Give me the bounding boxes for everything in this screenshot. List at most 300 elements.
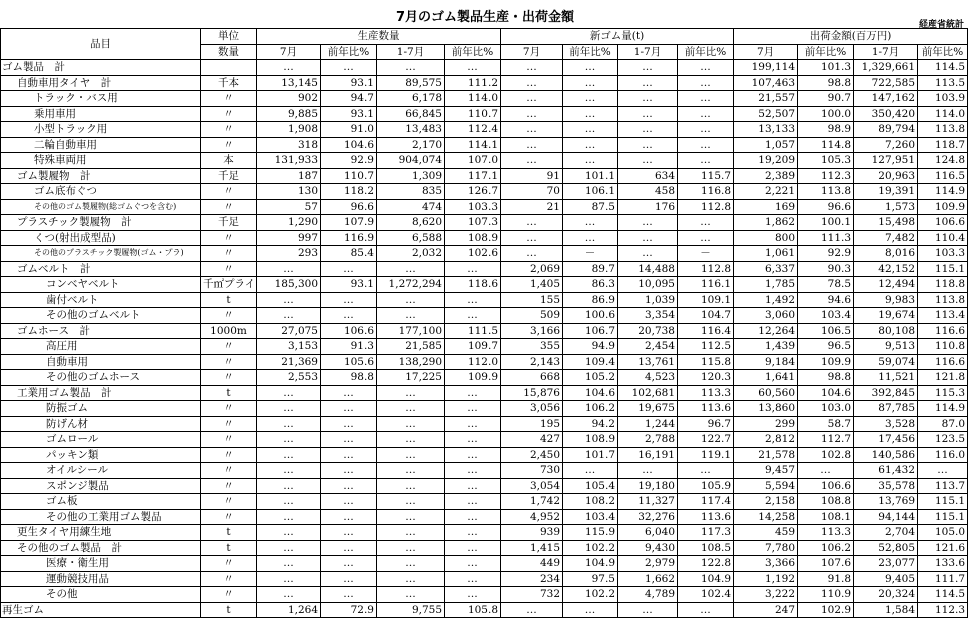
- cell-value: …: [501, 153, 563, 169]
- cell-value: 89.7: [563, 261, 618, 277]
- cell-value: 14,258: [734, 509, 798, 525]
- cell-value: 13,860: [734, 401, 798, 417]
- cell-value: 9,983: [854, 292, 918, 308]
- table-row: [1, 199, 968, 215]
- cell-value: 106.6: [798, 478, 854, 494]
- row-unit: 〃: [201, 122, 257, 138]
- cell-value: 293: [257, 246, 321, 262]
- cell-value: …: [377, 261, 445, 277]
- cell-value: 187: [257, 168, 321, 184]
- cell-value: …: [257, 385, 321, 401]
- cell-value: 11,521: [854, 370, 918, 386]
- cell-value: 117.3: [678, 525, 734, 541]
- cell-value: …: [377, 540, 445, 556]
- page-title: 7月のゴム製品生産・出荷金額: [395, 10, 575, 25]
- cell-value: 89,575: [377, 75, 445, 91]
- row-label: 自動車用タイヤ 計: [1, 75, 201, 91]
- row-label: ゴムベルト 計: [1, 261, 201, 277]
- cell-value: …: [445, 525, 501, 541]
- cell-value: …: [321, 401, 377, 417]
- cell-value: 140,586: [854, 447, 918, 463]
- cell-value: 9,755: [377, 602, 445, 618]
- cell-value: 15,498: [854, 215, 918, 231]
- cell-value: 2,788: [618, 432, 678, 448]
- cell-value: 35,578: [854, 478, 918, 494]
- cell-value: 118.7: [918, 137, 968, 153]
- row-label: ゴム板: [1, 494, 201, 510]
- cell-value: 474: [377, 199, 445, 215]
- cell-value: 7,260: [854, 137, 918, 153]
- cell-value: …: [445, 478, 501, 494]
- cell-value: 106.5: [798, 323, 854, 339]
- cell-value: 122.7: [678, 432, 734, 448]
- cell-value: 111.2: [445, 75, 501, 91]
- row-unit: 〃: [201, 137, 257, 153]
- cell-value: …: [445, 571, 501, 587]
- cell-value: 20,963: [854, 168, 918, 184]
- cell-value: 1,272,294: [377, 277, 445, 293]
- cell-value: 509: [501, 308, 563, 324]
- cell-value: 105.2: [563, 370, 618, 386]
- cell-value: …: [377, 478, 445, 494]
- cell-value: …: [563, 215, 618, 231]
- cell-value: 109.9: [445, 370, 501, 386]
- table-row: [1, 122, 968, 138]
- cell-value: 109.9: [918, 199, 968, 215]
- cell-value: 1,584: [854, 602, 918, 618]
- cell-value: 8,016: [854, 246, 918, 262]
- cell-value: …: [678, 153, 734, 169]
- table-row: [1, 432, 968, 448]
- row-label: ゴムホース 計: [1, 323, 201, 339]
- cell-value: 106.7: [563, 323, 618, 339]
- cell-value: 106.6: [321, 323, 377, 339]
- cell-value: 92.9: [798, 246, 854, 262]
- table-row: [1, 261, 968, 277]
- cell-value: 115.9: [563, 525, 618, 541]
- cell-value: 112.7: [798, 432, 854, 448]
- cell-value: …: [678, 602, 734, 618]
- cell-value: 104.9: [678, 571, 734, 587]
- cell-value: 61,432: [854, 463, 918, 479]
- cell-value: 6,337: [734, 261, 798, 277]
- cell-value: 113.8: [918, 122, 968, 138]
- cell-value: 101.3: [798, 60, 854, 76]
- cell-value: 89,794: [854, 122, 918, 138]
- cell-value: 112.5: [678, 339, 734, 355]
- cell-value: 58.7: [798, 416, 854, 432]
- cell-value: 114.1: [445, 137, 501, 153]
- row-unit: t: [201, 540, 257, 556]
- cell-value: 122.8: [678, 556, 734, 572]
- row-unit: 〃: [201, 230, 257, 246]
- cell-value: 939: [501, 525, 563, 541]
- cell-value: …: [501, 215, 563, 231]
- row-label: 更生タイヤ用練生地: [1, 525, 201, 541]
- cell-value: 3,054: [501, 478, 563, 494]
- cell-value: 98.8: [798, 75, 854, 91]
- cell-value: …: [257, 509, 321, 525]
- cell-value: 117.4: [678, 494, 734, 510]
- header-sub: 1-7月: [618, 44, 678, 60]
- cell-value: …: [501, 122, 563, 138]
- cell-value: 19,209: [734, 153, 798, 169]
- cell-value: 98.8: [321, 370, 377, 386]
- row-label: ゴム製履物 計: [1, 168, 201, 184]
- cell-value: …: [563, 137, 618, 153]
- cell-value: 19,675: [618, 401, 678, 417]
- cell-value: …: [321, 60, 377, 76]
- row-label: ゴムロール: [1, 432, 201, 448]
- cell-value: …: [257, 571, 321, 587]
- cell-value: 119.1: [678, 447, 734, 463]
- cell-value: …: [377, 463, 445, 479]
- cell-value: 102.9: [798, 602, 854, 618]
- table-row: [1, 416, 968, 432]
- cell-value: …: [678, 75, 734, 91]
- cell-value: 13,769: [854, 494, 918, 510]
- cell-value: …: [563, 91, 618, 107]
- cell-value: …: [377, 60, 445, 76]
- cell-value: 9,405: [854, 571, 918, 587]
- cell-value: 103.3: [918, 246, 968, 262]
- cell-value: 3,166: [501, 323, 563, 339]
- row-label: 防げん材: [1, 416, 201, 432]
- cell-value: 111.3: [798, 230, 854, 246]
- cell-value: 3,366: [734, 556, 798, 572]
- cell-value: 1,662: [618, 571, 678, 587]
- cell-value: 113.5: [918, 75, 968, 91]
- row-unit: 〃: [201, 509, 257, 525]
- cell-value: 112.8: [678, 261, 734, 277]
- cell-value: 1,244: [618, 416, 678, 432]
- cell-value: …: [563, 60, 618, 76]
- cell-value: …: [678, 91, 734, 107]
- header-sub: 前年比%: [918, 44, 968, 60]
- cell-value: 114.5: [918, 60, 968, 76]
- row-unit: t: [201, 292, 257, 308]
- cell-value: …: [445, 401, 501, 417]
- cell-value: …: [257, 432, 321, 448]
- cell-value: 108.9: [445, 230, 501, 246]
- cell-value: 1,742: [501, 494, 563, 510]
- cell-value: 109.4: [563, 354, 618, 370]
- cell-value: 1,439: [734, 339, 798, 355]
- cell-value: …: [377, 401, 445, 417]
- cell-value: …: [377, 571, 445, 587]
- header-sub: 1-7月: [377, 44, 445, 60]
- row-unit: 〃: [201, 91, 257, 107]
- cell-value: 113.6: [678, 401, 734, 417]
- cell-value: 4,952: [501, 509, 563, 525]
- table-row: [1, 447, 968, 463]
- cell-value: 87.0: [918, 416, 968, 432]
- cell-value: 1,573: [854, 199, 918, 215]
- cell-value: 234: [501, 571, 563, 587]
- cell-value: 13,133: [734, 122, 798, 138]
- table-row: [1, 137, 968, 153]
- cell-value: 87,785: [854, 401, 918, 417]
- cell-value: 124.8: [918, 153, 968, 169]
- row-unit: 〃: [201, 463, 257, 479]
- cell-value: 2,032: [377, 246, 445, 262]
- cell-value: 98.8: [798, 370, 854, 386]
- table-row: [1, 370, 968, 386]
- row-unit: 〃: [201, 447, 257, 463]
- row-unit: 〃: [201, 416, 257, 432]
- cell-value: 2,979: [618, 556, 678, 572]
- cell-value: …: [377, 494, 445, 510]
- cell-value: 1,492: [734, 292, 798, 308]
- cell-value: 114.0: [918, 106, 968, 122]
- row-label: 自動車用: [1, 354, 201, 370]
- cell-value: 116.9: [321, 230, 377, 246]
- cell-value: …: [257, 494, 321, 510]
- row-label: その他のゴムホース: [1, 370, 201, 386]
- cell-value: 1,415: [501, 540, 563, 556]
- cell-value: 199,114: [734, 60, 798, 76]
- cell-value: 104.7: [678, 308, 734, 324]
- table-row: [1, 571, 968, 587]
- table-row: [1, 184, 968, 200]
- table-row: [1, 478, 968, 494]
- cell-value: 115.8: [678, 354, 734, 370]
- cell-value: 185,300: [257, 277, 321, 293]
- cell-value: 4,523: [618, 370, 678, 386]
- cell-value: 299: [734, 416, 798, 432]
- cell-value: …: [563, 75, 618, 91]
- cell-value: 92.9: [321, 153, 377, 169]
- cell-value: 112.4: [445, 122, 501, 138]
- header-item: 品目: [1, 29, 201, 60]
- cell-value: 107.9: [321, 215, 377, 231]
- cell-value: 997: [257, 230, 321, 246]
- row-unit: 〃: [201, 571, 257, 587]
- cell-value: 94,144: [854, 509, 918, 525]
- cell-value: 108.5: [678, 540, 734, 556]
- cell-value: 96.7: [678, 416, 734, 432]
- cell-value: 120.3: [678, 370, 734, 386]
- cell-value: …: [618, 75, 678, 91]
- cell-value: 318: [257, 137, 321, 153]
- table-row: [1, 215, 968, 231]
- cell-value: 904,074: [377, 153, 445, 169]
- header-row-1: [1, 29, 968, 45]
- cell-value: 668: [501, 370, 563, 386]
- cell-value: 2,143: [501, 354, 563, 370]
- cell-value: …: [377, 385, 445, 401]
- cell-value: 115.1: [918, 494, 968, 510]
- cell-value: 60,560: [734, 385, 798, 401]
- cell-value: 9,184: [734, 354, 798, 370]
- cell-value: …: [445, 385, 501, 401]
- row-unit: 千足: [201, 215, 257, 231]
- row-label: その他のゴム製品 計: [1, 540, 201, 556]
- cell-value: …: [618, 122, 678, 138]
- cell-value: 2,704: [854, 525, 918, 541]
- cell-value: 112.3: [918, 602, 968, 618]
- row-unit: 〃: [201, 339, 257, 355]
- cell-value: 101.1: [563, 168, 618, 184]
- cell-value: 113.4: [918, 308, 968, 324]
- header-sub: 前年比%: [445, 44, 501, 60]
- cell-value: 110.7: [321, 168, 377, 184]
- cell-value: 195: [501, 416, 563, 432]
- table-row: [1, 292, 968, 308]
- cell-value: 20,324: [854, 587, 918, 603]
- cell-value: …: [501, 60, 563, 76]
- cell-value: 2,221: [734, 184, 798, 200]
- cell-value: …: [678, 215, 734, 231]
- cell-value: 97.5: [563, 571, 618, 587]
- table-row: [1, 354, 968, 370]
- row-unit: 〃: [201, 354, 257, 370]
- cell-value: 3,222: [734, 587, 798, 603]
- cell-value: 114.9: [918, 401, 968, 417]
- cell-value: 116.5: [918, 168, 968, 184]
- cell-value: …: [321, 308, 377, 324]
- cell-value: …: [618, 153, 678, 169]
- row-unit: 千本: [201, 75, 257, 91]
- cell-value: …: [257, 447, 321, 463]
- cell-value: 59,074: [854, 354, 918, 370]
- table-row: [1, 339, 968, 355]
- cell-value: …: [321, 416, 377, 432]
- cell-value: 105.3: [798, 153, 854, 169]
- cell-value: 104.6: [563, 385, 618, 401]
- rubber-products-table: [0, 28, 968, 618]
- cell-value: …: [321, 463, 377, 479]
- table-row: [1, 323, 968, 339]
- cell-value: 392,845: [854, 385, 918, 401]
- row-unit: t: [201, 385, 257, 401]
- cell-value: 115.7: [678, 168, 734, 184]
- cell-value: …: [377, 292, 445, 308]
- cell-value: …: [257, 540, 321, 556]
- cell-value: 19,674: [854, 308, 918, 324]
- cell-value: …: [678, 230, 734, 246]
- cell-value: …: [501, 106, 563, 122]
- cell-value: 1,329,661: [854, 60, 918, 76]
- row-label: 医療・衛生用: [1, 556, 201, 572]
- cell-value: 94.2: [563, 416, 618, 432]
- header-sub: 前年比%: [563, 44, 618, 60]
- cell-value: －: [563, 246, 618, 262]
- cell-value: 115.1: [918, 261, 968, 277]
- table-row: [1, 602, 968, 618]
- table-row: [1, 587, 968, 603]
- table-row: [1, 308, 968, 324]
- cell-value: 13,145: [257, 75, 321, 91]
- cell-value: 459: [734, 525, 798, 541]
- cell-value: 111.7: [918, 571, 968, 587]
- cell-value: 105.9: [678, 478, 734, 494]
- row-label: コンベヤベルト: [1, 277, 201, 293]
- cell-value: 103.4: [563, 509, 618, 525]
- cell-value: 112.8: [678, 199, 734, 215]
- cell-value: …: [618, 230, 678, 246]
- cell-value: …: [563, 153, 618, 169]
- cell-value: …: [377, 416, 445, 432]
- cell-value: …: [445, 494, 501, 510]
- row-label: トラック・バス用: [1, 91, 201, 107]
- cell-value: 102.2: [563, 587, 618, 603]
- cell-value: 116.4: [678, 323, 734, 339]
- cell-value: 118.6: [445, 277, 501, 293]
- cell-value: 1,405: [501, 277, 563, 293]
- cell-value: 107.0: [445, 153, 501, 169]
- row-label: プラスチック製履物 計: [1, 215, 201, 231]
- cell-value: 107,463: [734, 75, 798, 91]
- cell-value: 14,488: [618, 261, 678, 277]
- cell-value: 6,040: [618, 525, 678, 541]
- cell-value: 90.7: [798, 91, 854, 107]
- cell-value: …: [678, 106, 734, 122]
- cell-value: 126.7: [445, 184, 501, 200]
- header-sub: 1-7月: [854, 44, 918, 60]
- cell-value: 2,389: [734, 168, 798, 184]
- cell-value: …: [618, 602, 678, 618]
- cell-value: 19,180: [618, 478, 678, 494]
- cell-value: 118.8: [918, 277, 968, 293]
- cell-value: 9,457: [734, 463, 798, 479]
- cell-value: 17,225: [377, 370, 445, 386]
- cell-value: 1,061: [734, 246, 798, 262]
- row-unit: 〃: [201, 478, 257, 494]
- table-row: [1, 525, 968, 541]
- cell-value: …: [445, 463, 501, 479]
- cell-value: 113.3: [678, 385, 734, 401]
- header-sub: 前年比%: [678, 44, 734, 60]
- table-row: [1, 230, 968, 246]
- cell-value: …: [501, 602, 563, 618]
- cell-value: 247: [734, 602, 798, 618]
- row-unit: 〃: [201, 370, 257, 386]
- cell-value: 19,391: [854, 184, 918, 200]
- cell-value: 112.0: [445, 354, 501, 370]
- cell-value: …: [618, 215, 678, 231]
- cell-value: …: [445, 432, 501, 448]
- cell-value: …: [377, 525, 445, 541]
- cell-value: 42,152: [854, 261, 918, 277]
- cell-value: …: [563, 230, 618, 246]
- cell-value: 21: [501, 199, 563, 215]
- cell-value: 177,100: [377, 323, 445, 339]
- cell-value: 108.2: [563, 494, 618, 510]
- cell-value: …: [257, 308, 321, 324]
- table-row: [1, 246, 968, 262]
- cell-value: 111.5: [445, 323, 501, 339]
- cell-value: 11,327: [618, 494, 678, 510]
- cell-value: …: [257, 401, 321, 417]
- cell-value: …: [618, 106, 678, 122]
- cell-value: 155: [501, 292, 563, 308]
- row-unit: 〃: [201, 556, 257, 572]
- cell-value: …: [445, 292, 501, 308]
- cell-value: 70: [501, 184, 563, 200]
- cell-value: 106.6: [918, 215, 968, 231]
- row-label: 乗用車用: [1, 106, 201, 122]
- cell-value: 17,456: [854, 432, 918, 448]
- header-sub: 前年比%: [798, 44, 854, 60]
- cell-value: …: [321, 478, 377, 494]
- cell-value: 21,557: [734, 91, 798, 107]
- cell-value: 458: [618, 184, 678, 200]
- table-row: [1, 75, 968, 91]
- cell-value: 15,876: [501, 385, 563, 401]
- cell-value: 634: [618, 168, 678, 184]
- cell-value: …: [918, 463, 968, 479]
